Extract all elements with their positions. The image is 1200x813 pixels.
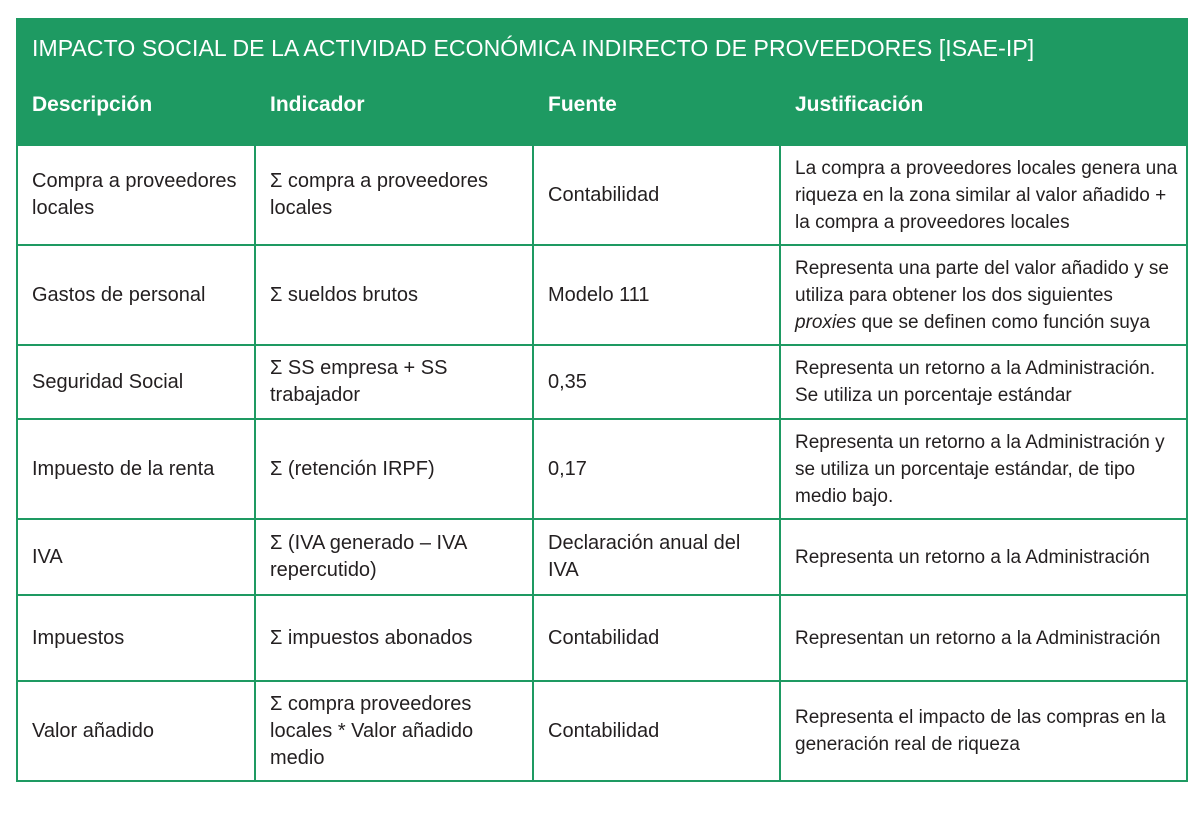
- cell-fuente: 0,17: [533, 419, 780, 519]
- table-row: [17, 681, 1187, 781]
- table-row: [17, 519, 1187, 595]
- justificacion-text-end: que se definen como función suya: [856, 311, 1150, 333]
- cell-indicador: Σ (retención IRPF): [255, 419, 533, 519]
- cell-indicador: Σ compra proveedores locales * Valor añadido medio: [255, 681, 533, 781]
- cell-fuente: Modelo 111: [533, 245, 780, 345]
- justificacion-text: Representa una parte del valor añadido y se utiliza para obtener los dos siguientes: [795, 257, 1169, 306]
- table-title-row: [17, 19, 1187, 76]
- cell-fuente: Declaración anual del IVA: [533, 519, 780, 595]
- header-fuente: Fuente: [533, 76, 780, 145]
- isae-ip-table: [16, 18, 1188, 782]
- table-row: [17, 245, 1187, 345]
- cell-indicador: Σ SS empresa + SS trabajador: [255, 345, 533, 419]
- cell-justificacion: [780, 245, 1187, 345]
- cell-justificacion: Representa un retorno a la Administración y se utiliza un porcentaje estándar, de tipo medio bajo.: [780, 419, 1187, 519]
- table-title: IMPACTO SOCIAL DE LA ACTIVIDAD ECONÓMICA INDIRECTO DE PROVEEDORES [ISAE-IP]: [17, 19, 1187, 76]
- cell-justificacion: La compra a proveedores locales genera una riqueza en la zona similar al valor añadido + la compra a proveedores locales: [780, 145, 1187, 245]
- cell-fuente: 0,35: [533, 345, 780, 419]
- cell-descripcion: Valor añadido: [17, 681, 255, 781]
- cell-fuente: Contabilidad: [533, 145, 780, 245]
- cell-justificacion: Representa un retorno a la Administración. Se utiliza un porcentaje estándar: [780, 345, 1187, 419]
- cell-indicador: Σ impuestos abonados: [255, 595, 533, 681]
- table-row: [17, 419, 1187, 519]
- cell-descripcion: Impuesto de la renta: [17, 419, 255, 519]
- cell-indicador: Σ compra a proveedores locales: [255, 145, 533, 245]
- cell-indicador: Σ sueldos brutos: [255, 245, 533, 345]
- header-indicador: Indicador: [255, 76, 533, 145]
- table-row: [17, 145, 1187, 245]
- header-justificacion: Justificación: [780, 76, 1187, 145]
- cell-descripcion: Impuestos: [17, 595, 255, 681]
- cell-fuente: Contabilidad: [533, 595, 780, 681]
- header-descripcion: Descripción: [17, 76, 255, 145]
- table-row: [17, 595, 1187, 681]
- cell-indicador: Σ (IVA generado – IVA repercutido): [255, 519, 533, 595]
- cell-fuente: Contabilidad: [533, 681, 780, 781]
- isae-ip-table-container: [16, 18, 1186, 782]
- cell-descripcion: IVA: [17, 519, 255, 595]
- table-row: [17, 345, 1187, 419]
- cell-descripcion: Gastos de personal: [17, 245, 255, 345]
- cell-descripcion: Compra a proveedores locales: [17, 145, 255, 245]
- justificacion-emphasis: proxies: [795, 311, 857, 333]
- cell-descripcion: Seguridad Social: [17, 345, 255, 419]
- cell-justificacion: Representan un retorno a la Administración: [780, 595, 1187, 681]
- cell-justificacion: Representa el impacto de las compras en la generación real de riqueza: [780, 681, 1187, 781]
- table-header-row: [17, 76, 1187, 145]
- cell-justificacion: Representa un retorno a la Administración: [780, 519, 1187, 595]
